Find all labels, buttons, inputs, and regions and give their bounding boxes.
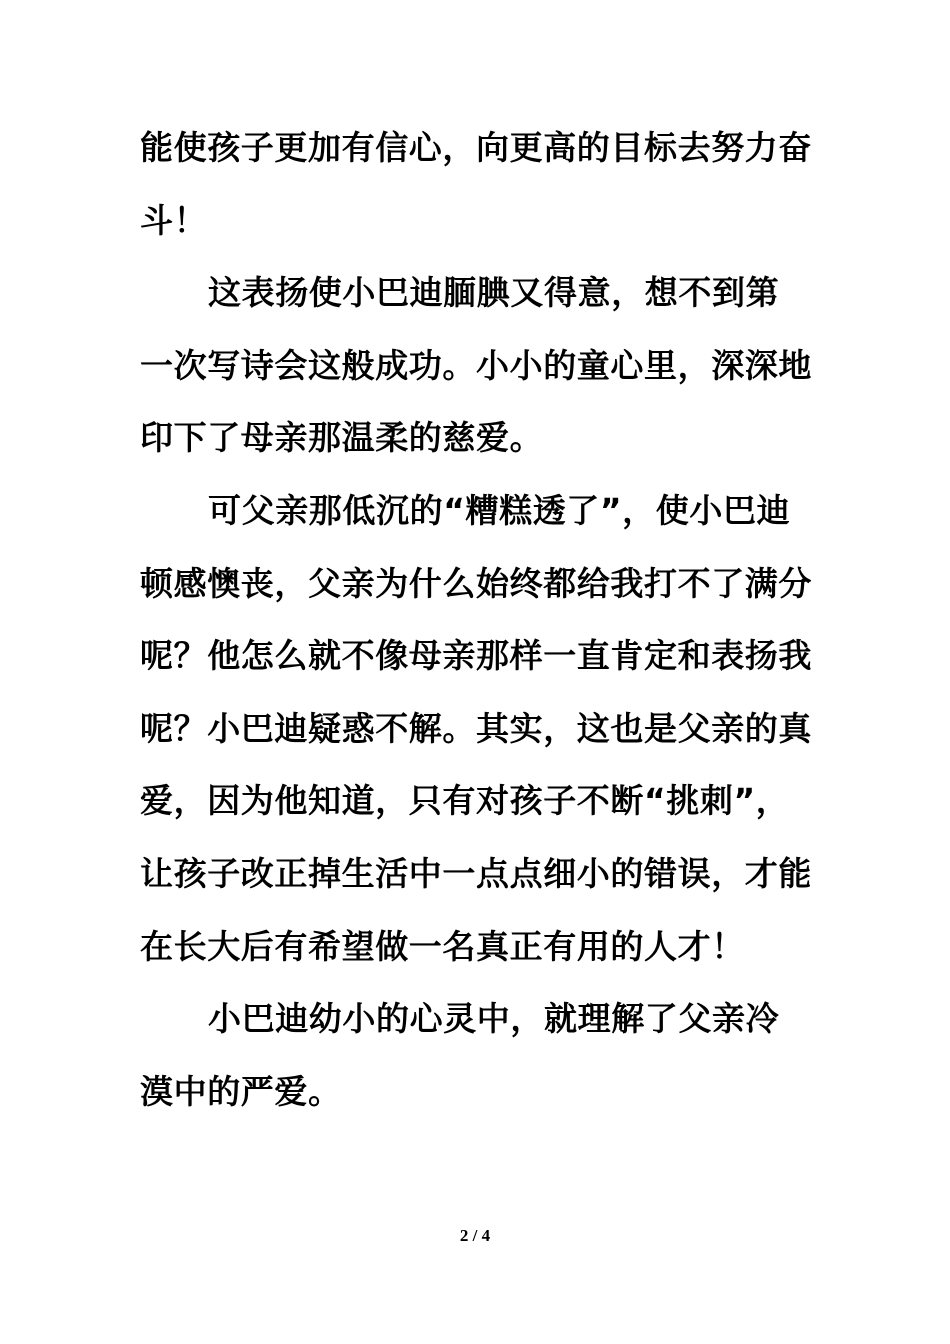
paragraph-1: 能使孩子更加有信心，向更高的目标去努力奋斗！	[140, 128, 812, 240]
page-number: 2 / 4	[459, 1226, 491, 1245]
document-body	[140, 112, 812, 1128]
paragraph-3: 可父亲那低沉的“糟糕透了”，使小巴迪顿感懊丧，父亲为什么始终都给我打不了满分呢？他怎么就不像母亲那样一直肯定和表扬我呢？小巴迪疑惑不解。其实，这也是父亲的真爱，因为他知道，只有对孩子不断“挑刺”，让孩子改正掉生活中一点点细小的错误，才能在长大后有希望做一名真正有用的人才！	[140, 490, 812, 966]
paragraph-2: 这表扬使小巴迪腼腆又得意，想不到第一次写诗会这般成功。小小的童心里，深深地印下了母亲那温柔的慈爱。	[140, 273, 812, 458]
paragraph-4: 小巴迪幼小的心灵中，就理解了父亲冷漠中的严爱。	[140, 999, 780, 1111]
